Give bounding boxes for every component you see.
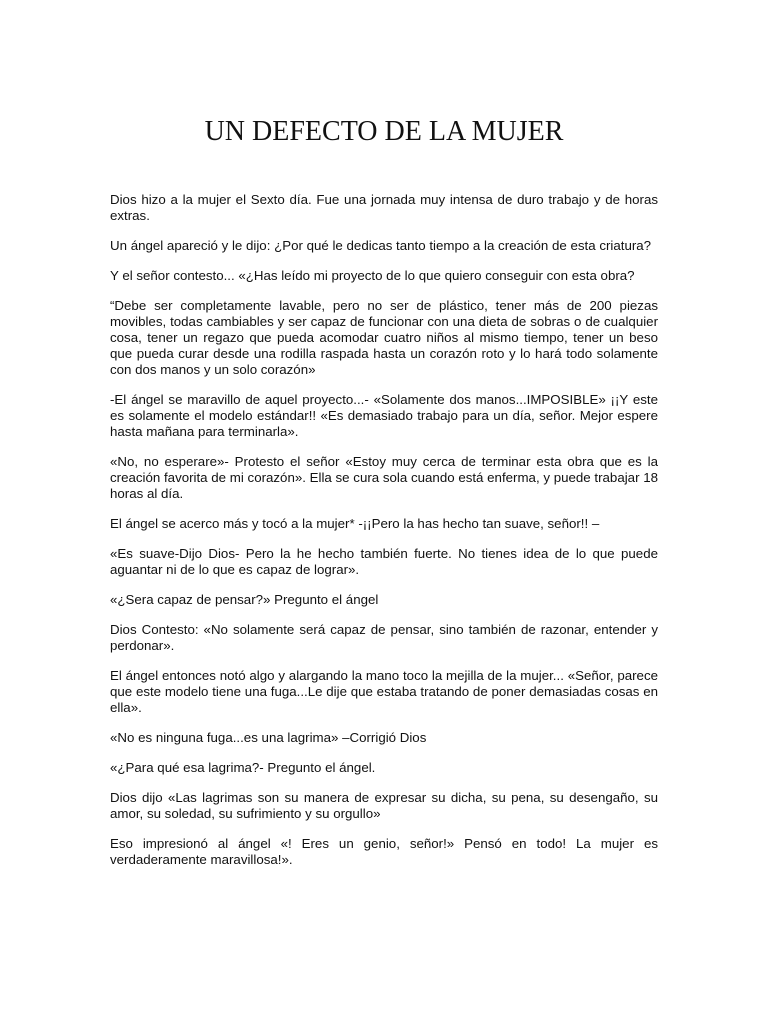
paragraph: Dios Contesto: «No solamente será capaz de pensar, sino también de razonar, entender y perdonar». (110, 622, 658, 653)
paragraph: Dios hizo a la mujer el Sexto día. Fue una jornada muy intensa de duro trabajo y de horas extras. (110, 192, 658, 223)
paragraph: «Es suave-Dijo Dios- Pero la he hecho también fuerte. No tienes idea de lo que puede aguantar ni de lo que es capaz de lograr». (110, 546, 658, 577)
document-body (110, 192, 658, 882)
paragraph: Y el señor contesto... «¿Has leído mi proyecto de lo que quiero conseguir con esta obra? (110, 268, 635, 283)
paragraph: -El ángel se maravillo de aquel proyecto...- «Solamente dos manos...IMPOSIBLE» ¡¡Y este es solamente el modelo estándar!! «Es demasiado trabajo para un día, señor. Mejor espere hasta mañana para terminarla». (110, 392, 658, 439)
paragraph: “Debe ser completamente lavable, pero no ser de plástico, tener más de 200 piezas movibles, todas cambiables y ser capaz de funcionar con una dieta de sobras o de cualquier cosa, tener un regazo que pueda acomodar cuatro niños al mismo tiempo, tener un beso que pueda curar desde una rodilla raspada hasta un corazón roto y lo hará todo solamente con dos manos y un solo corazón» (110, 298, 658, 377)
document-title: UN DEFECTO DE LA MUJER (204, 116, 564, 147)
paragraph: El ángel entonces notó algo y alargando la mano toco la mejilla de la mujer... «Señor, parece que este modelo tiene una fuga...Le dije que estaba tratando de poner demasiadas cosas en ella». (110, 668, 658, 715)
paragraph: Dios dijo «Las lagrimas son su manera de expresar su dicha, su pena, su desengaño, su amor, su soledad, su sufrimiento y su orgullo» (110, 790, 658, 821)
paragraph: Eso impresionó al ángel «! Eres un genio, señor!» Pensó en todo! La mujer es verdaderamente maravillosa!». (110, 836, 658, 867)
paragraph: «¿Para qué esa lagrima?- Pregunto el ángel. (110, 760, 376, 775)
paragraph: «No, no esperare»- Protesto el señor «Estoy muy cerca de terminar esta obra que es la creación favorita de mi corazón». Ella se cura sola cuando está enferma, y puede trabajar 18 horas al día. (110, 454, 658, 501)
paragraph: Un ángel apareció y le dijo: ¿Por qué le dedicas tanto tiempo a la creación de esta criatura? (110, 238, 652, 253)
paragraph: «¿Sera capaz de pensar?» Pregunto el ángel (110, 592, 379, 607)
paragraph: «No es ninguna fuga...es una lagrima» –Corrigió Dios (110, 730, 427, 745)
paragraph: El ángel se acerco más y tocó a la mujer* -¡¡Pero la has hecho tan suave, señor!! – (110, 516, 600, 531)
